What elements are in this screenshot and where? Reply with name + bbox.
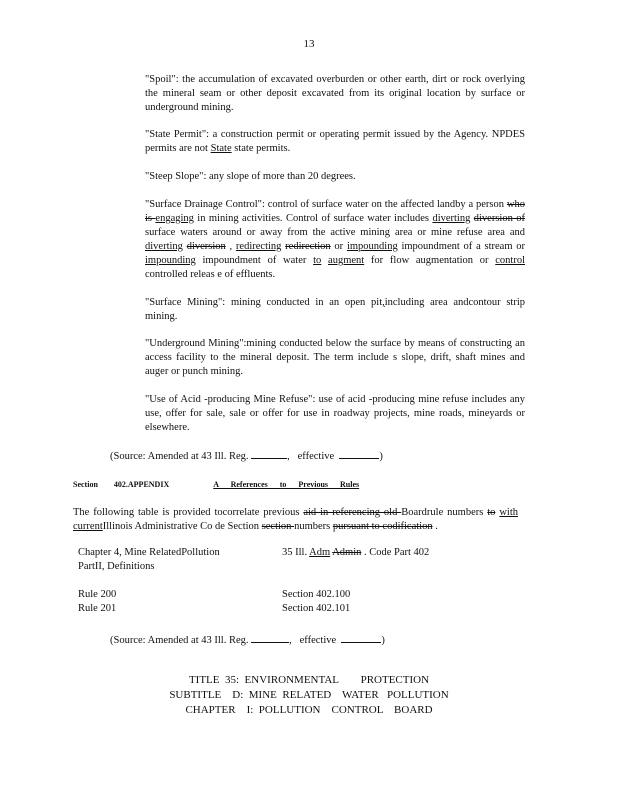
struck-text: Admin [332, 547, 362, 558]
text-run: "Underground Mining":mining conducted below the surface by means of constructing an access facility to the mineral deposit. The term include s slope, drift, shaft mines and auger or punch mining. [145, 338, 525, 377]
text-run: state permits. [231, 143, 291, 154]
inserted-text: to [313, 255, 322, 266]
effective-label: effective [299, 635, 337, 646]
table-row [78, 602, 278, 616]
footer-title: TITLE 35: ENVIRONMENTAL PROTECTION [188, 674, 430, 686]
text-run: "Use of Acid -producing Mine Refuse": use of acid -producing mine refuse includes any use, offer for sale, sale or offer for use in roadway projects, mine roads, mineyards or elsewhere. [145, 394, 525, 433]
text-run: for flow augmentation or [364, 255, 496, 266]
text-run: impoundment of a stream or [397, 241, 525, 252]
struck-text: diversion [186, 241, 226, 252]
inserted-text: diverting [432, 213, 471, 224]
inserted-text: control [495, 255, 526, 266]
inserted-text: , [382, 297, 385, 308]
footer-chapter: CHAPTER I: POLLUTION CONTROL BOARD [185, 704, 433, 716]
comma: , [287, 451, 290, 462]
text-run: impoundment of water [195, 255, 314, 266]
inserted-text: Adm [309, 547, 331, 558]
footer-title-block [0, 673, 618, 718]
section-number: 402.APPENDIX [113, 480, 170, 489]
close-paren: ) [381, 635, 385, 646]
text-run: or [330, 241, 347, 252]
text-run: Boardrule numbers [401, 507, 488, 518]
inserted-text: with current [73, 507, 518, 532]
inserted-text: diverting [145, 241, 183, 252]
inserted-text: impounding [346, 241, 398, 252]
source-note-1 [110, 448, 430, 464]
effective-blank [341, 632, 381, 643]
struck-text: section [261, 521, 295, 532]
section-title: A References to Previous Rules [213, 480, 360, 489]
appendix-intro [73, 506, 518, 534]
text-run: "State Permit": a construction permit or operating permit issued by the Agency. NPDES permits are not [145, 129, 525, 154]
text-run: numbers [294, 521, 333, 532]
text-run: "Surface Drainage Control": control of surface water on the affected landby a person [145, 199, 507, 210]
source-note-2 [110, 632, 440, 648]
text-run: "Steep Slope": any slope of more than 20 degrees. [145, 171, 356, 182]
text-run: in mining activities. Control of surface water includes [193, 213, 433, 224]
page-number: 13 [303, 38, 315, 50]
section-402-100: Section 402.100 [282, 589, 351, 600]
struck-text: redirection [285, 241, 331, 252]
definition-state-permit [145, 128, 525, 156]
table-row [282, 602, 482, 616]
source-prefix: (Source: Amended at 43 Ill. Reg. [110, 635, 249, 646]
struck-text: to [487, 507, 496, 518]
inserted-text: augment [328, 255, 365, 266]
struck-text: aid in referencing old [303, 507, 402, 518]
text-run: , [225, 241, 236, 252]
close-paren: ) [379, 451, 383, 462]
table-row [282, 588, 482, 602]
inserted-text: redirecting [235, 241, 282, 252]
inserted-text: State [210, 143, 232, 154]
section-heading [73, 480, 373, 489]
definition-surface-drainage-control [145, 198, 525, 282]
text-run: 35 Ill. [282, 547, 310, 558]
reg-blank [251, 632, 289, 643]
text-run: Illinois Administrative Co de Section [102, 521, 262, 532]
text-run: "Spoil": the accumulation of excavated overburden or other earth, dirt or rock overlying the mineral seam or other deposit excavated from its original location by surface or underground mining. [145, 74, 525, 113]
definition-acid-producing-refuse [145, 393, 525, 435]
section-label: Section [73, 480, 98, 489]
definition-steep-slope [145, 170, 525, 184]
table-header-right [282, 546, 482, 560]
comma: , [289, 635, 292, 646]
section-402-101: Section 402.101 [282, 603, 351, 614]
text-run: . Code Part 402 [361, 547, 430, 558]
effective-blank [339, 448, 379, 459]
footer-subtitle: SUBTITLE D: MINE RELATED WATER POLLUTION [169, 689, 449, 701]
definition-underground-mining [145, 337, 525, 379]
rule-200: Rule 200 [78, 589, 117, 600]
struck-text: who is [145, 199, 525, 224]
part-label: PartII, Definitions [78, 561, 155, 572]
table-header-left [78, 546, 278, 574]
effective-label: effective [297, 451, 335, 462]
definition-spoil [145, 73, 525, 115]
text-run: controlled releas e of effluents. [145, 269, 276, 280]
text-run: "Surface Mining": mining conducted in an open pit [145, 297, 383, 308]
text-run: The following table is provided tocorrelate previous [73, 507, 304, 518]
inserted-text: engaging [155, 213, 194, 224]
text-run: surface waters around or away from the active mining area or mine refuse area and [145, 227, 525, 238]
text-run: . [432, 521, 438, 532]
struck-text: diversion of [473, 213, 525, 224]
source-prefix: (Source: Amended at 43 Ill. Reg. [110, 451, 249, 462]
text-run: including area andcontour strip mining. [145, 297, 525, 322]
definition-surface-mining [145, 296, 525, 324]
reg-blank [251, 448, 287, 459]
struck-text: pursuant to codification [332, 521, 433, 532]
table-row [78, 588, 278, 602]
rule-201: Rule 201 [78, 603, 117, 614]
chapter-label: Chapter 4, Mine RelatedPollution [78, 547, 220, 558]
inserted-text: impounding [145, 255, 196, 266]
